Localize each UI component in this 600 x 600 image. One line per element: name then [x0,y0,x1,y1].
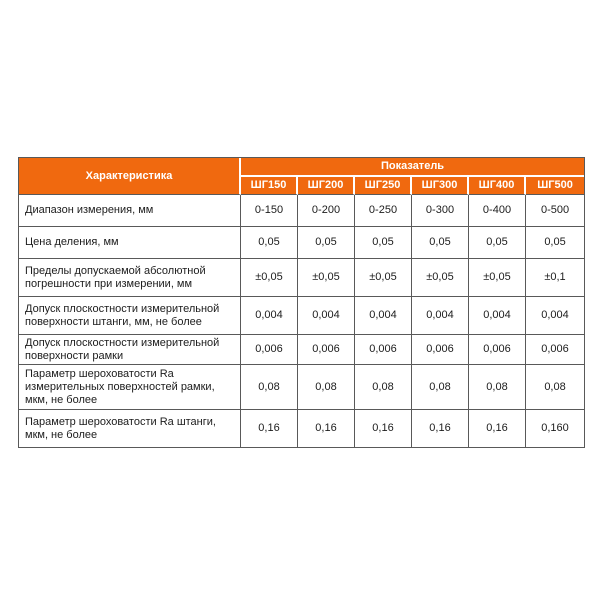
value-cell: 0-500 [526,195,584,227]
value-cell: 0,16 [355,410,412,447]
header-row-indicator [19,158,584,177]
value-cell: ±0,05 [241,259,298,297]
table-header [19,158,584,195]
row-label: Допуск плоскостности измерительной поверхности штанги, мм, не более [19,297,241,335]
value-cell: 0,08 [355,365,412,410]
value-cell: 0,08 [469,365,526,410]
value-cell: 0,160 [541,422,569,435]
value-cell: 0,08 [298,365,355,410]
table-row [19,259,584,297]
table-row [19,365,584,410]
value-cell: 0,16 [241,410,298,447]
header-model: ШГ300 [412,177,469,195]
table-row [19,335,584,365]
value-cell: ±0,05 [298,259,355,297]
value-cell: ±0,1 [526,259,584,297]
value-cell: 0,004 [241,297,298,335]
table-row [19,195,584,227]
value-cell: 0,006 [298,335,355,365]
value-cell: 0,16 [469,410,526,447]
value-cell: 0,004 [355,297,412,335]
value-cell: 0-150 [241,195,298,227]
value-cell: 0,004 [298,297,355,335]
value-cell: ±0,05 [412,259,469,297]
header-model: ШГ500 [526,177,584,195]
value-cell: 0-250 [355,195,412,227]
header-model: ШГ150 [241,177,298,195]
value-cell: 0,05 [469,227,526,259]
value-cell: 0,004 [469,297,526,335]
value-cell: ±0,05 [469,259,526,297]
row-label: Пределы допускаемой абсолютной погрешности при измерении, мм [19,259,241,297]
table-body [19,195,584,447]
table-row [19,410,584,447]
table-row [19,297,584,335]
value-cell: 0,05 [355,227,412,259]
value-cell: 0,006 [469,335,526,365]
value-cell: 0,08 [526,365,584,410]
row-label: Диапазон измерения, мм [19,195,241,227]
value-cell: 0,05 [298,227,355,259]
value-cell: 0-300 [412,195,469,227]
specs-table-container [18,157,583,448]
header-model: ШГ400 [469,177,526,195]
value-cell: 0,006 [526,335,584,365]
row-label: Параметр шероховатости Ra штанги, мкм, не более [19,410,241,447]
value-cell: 0,08 [412,365,469,410]
value-cell: 0,006 [241,335,298,365]
row-label: Цена деления, мм [19,227,241,259]
value-cell: 0,05 [526,227,584,259]
header-characteristic: Характеристика [19,158,241,195]
specs-table [18,157,585,448]
value-cell: 0,16 [298,410,355,447]
value-cell: 0-200 [298,195,355,227]
row-label: Допуск плоскостности измерительной поверхности рамки [19,335,241,365]
value-cell: 0,16 [412,410,469,447]
header-model: ШГ250 [355,177,412,195]
value-cell: 0-400 [469,195,526,227]
value-cell: ±0,05 [355,259,412,297]
value-cell: 0,05 [241,227,298,259]
value-cell: 0,006 [355,335,412,365]
value-cell: 0,004 [526,297,584,335]
value-cell: 0,004 [412,297,469,335]
row-label: Параметр шероховатости Ra измерительных поверхностей рамки, мкм, не более [19,365,241,410]
value-cell: 0,05 [412,227,469,259]
value-cell: 0,08 [241,365,298,410]
table-row [19,227,584,259]
header-indicator: Показатель [241,158,584,177]
value-cell: 0,006 [412,335,469,365]
header-model: ШГ200 [298,177,355,195]
